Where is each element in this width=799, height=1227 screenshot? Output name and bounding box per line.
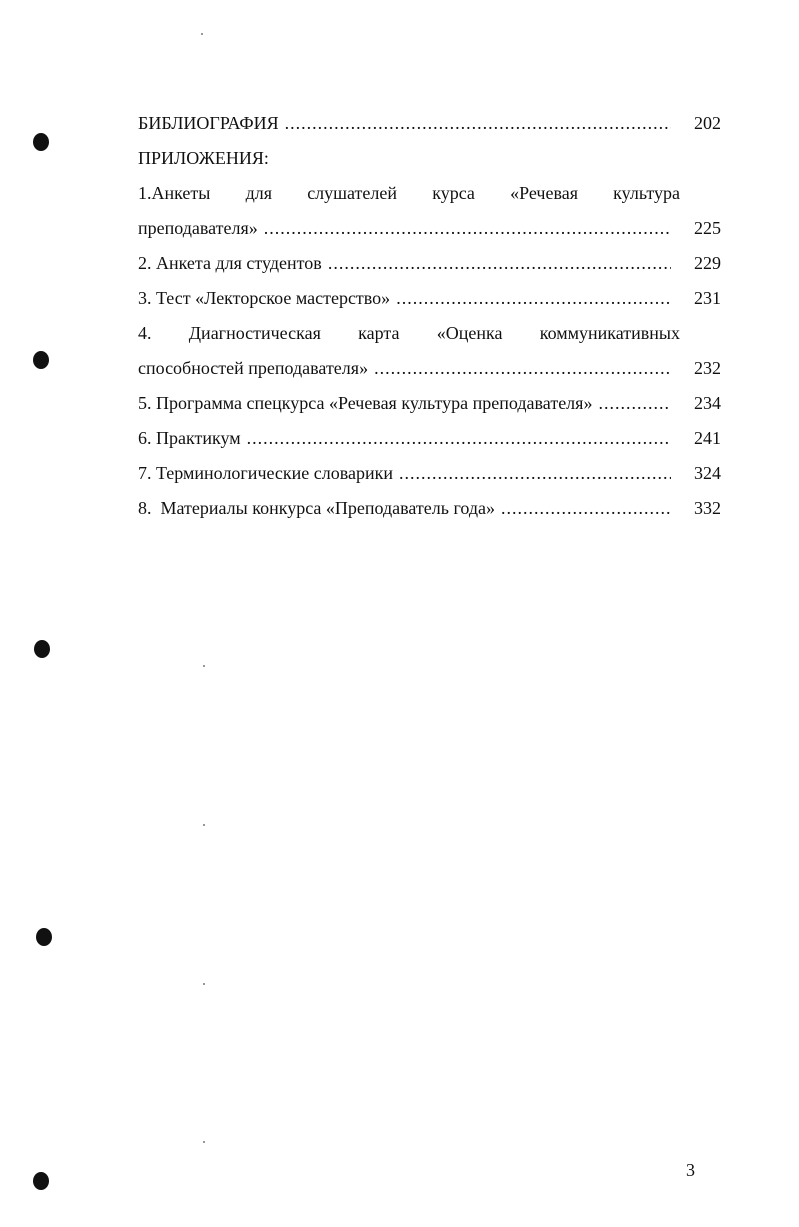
page-number: 3 (686, 1160, 695, 1180)
toc-entry-title: 8. Материалы конкурса «Преподаватель года» (138, 498, 496, 518)
toc-entry-page: 324 (694, 463, 721, 483)
dot-leader (247, 421, 671, 456)
scan-speck (203, 983, 205, 985)
toc-entry-4-line1[interactable] (138, 316, 680, 351)
word: коммуникативных (539, 323, 680, 343)
toc-entry-page: 332 (694, 498, 721, 518)
toc-entry-page: 202 (694, 113, 721, 133)
toc-entry-page: 225 (694, 218, 721, 238)
toc-entry-title: 6. Практикум (138, 428, 241, 448)
table-of-contents (138, 106, 721, 526)
scan-speck (201, 33, 203, 35)
dot-leader (598, 386, 671, 421)
word: курса (432, 183, 475, 203)
dot-leader (328, 246, 671, 281)
punch-hole (36, 928, 52, 946)
dot-leader (264, 211, 671, 246)
toc-entry-6[interactable] (138, 421, 721, 456)
word: «Речевая (510, 183, 578, 203)
dot-leader (396, 281, 671, 316)
toc-entry-page: 229 (694, 253, 721, 273)
toc-entry-title: БИБЛИОГРАФИЯ (138, 113, 279, 133)
word: Диагностическая (188, 323, 321, 343)
word: 1.Анкеты (138, 183, 211, 203)
toc-entry-bibliography[interactable] (138, 106, 721, 141)
dot-leader (285, 106, 671, 141)
dot-leader (399, 456, 671, 491)
toc-entry-1-line2[interactable] (138, 211, 721, 246)
dot-leader (374, 351, 671, 386)
toc-entry-4-line2[interactable] (138, 351, 721, 386)
toc-entry-7[interactable] (138, 456, 721, 491)
toc-entry-title: способностей преподавателя» (138, 358, 369, 378)
punch-hole (34, 640, 50, 658)
punch-hole (33, 1172, 49, 1190)
toc-entry-1-line1[interactable] (138, 176, 680, 211)
toc-entry-title: 7. Терминологические словарики (138, 463, 394, 483)
toc-entry-2[interactable] (138, 246, 721, 281)
word: карта (358, 323, 400, 343)
toc-entry-title: 5. Программа спецкурса «Речевая культура преподавателя» (138, 393, 593, 413)
toc-entry-title: преподавателя» (138, 218, 258, 238)
toc-entry-page: 234 (694, 393, 721, 413)
appendices-heading: ПРИЛОЖЕНИЯ: (138, 148, 269, 168)
word: культура (613, 183, 680, 203)
toc-entry-page: 232 (694, 358, 721, 378)
scan-speck (203, 824, 205, 826)
toc-entry-title: 2. Анкета для студентов (138, 253, 322, 273)
toc-entry-title: 3. Тест «Лекторское мастерство» (138, 288, 391, 308)
toc-entry-page: 231 (694, 288, 721, 308)
punch-hole (33, 133, 49, 151)
dot-leader (501, 491, 671, 526)
toc-entry-8[interactable] (138, 491, 721, 526)
toc-entry-page: 241 (694, 428, 721, 448)
toc-entry-3[interactable] (138, 281, 721, 316)
scan-speck (203, 665, 205, 667)
word: для (245, 183, 272, 203)
word: 4. (138, 323, 152, 343)
punch-hole (33, 351, 49, 369)
word: слушателей (307, 183, 398, 203)
word: «Оценка (436, 323, 503, 343)
toc-entry-5[interactable] (138, 386, 721, 421)
scan-speck (203, 1141, 205, 1143)
